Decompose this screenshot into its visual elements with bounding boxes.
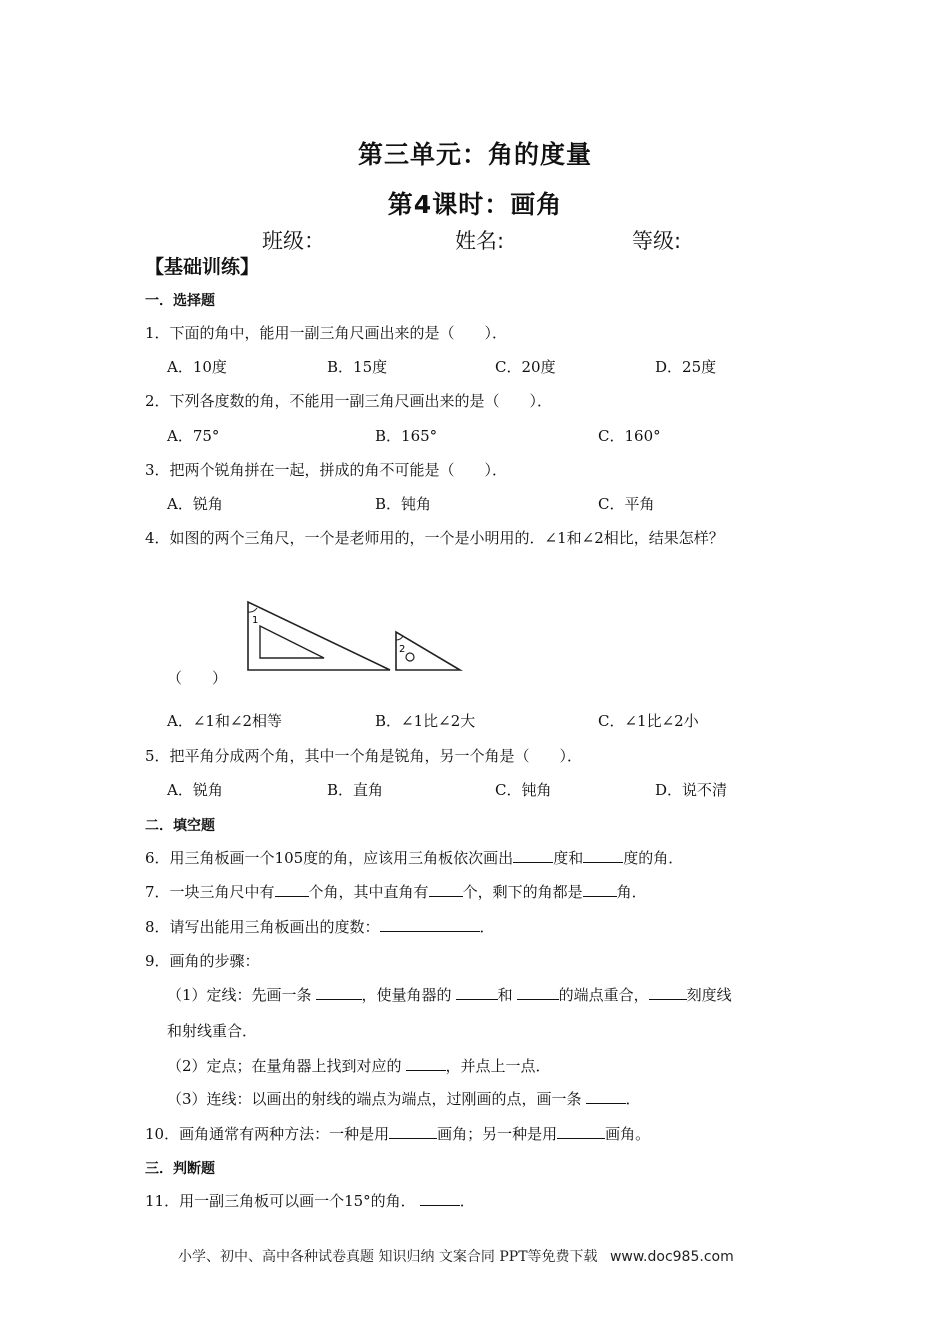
question-6: 6．用三角板画一个105度的角，应该用三角板依次画出 度和 度的角． — [145, 849, 684, 867]
q9-step-1: （1）定线：先画一条 ，使量角器的 和 的端点重合， 刻度线 — [167, 986, 732, 1004]
angle-1-label: 1 — [252, 615, 259, 626]
q9-step-3: （3）连线：以画出的射线的端点为端点，过刚画的点，画一条 ． — [167, 1090, 641, 1108]
angle-2-label: 2 — [399, 644, 406, 655]
section-true-false: 三．判断题 — [145, 1161, 215, 1177]
q5-option-d: D．说不清 — [655, 781, 728, 799]
answer-blank[interactable] — [517, 985, 559, 1000]
question-2: 2．下列各度数的角，不能用一副三角尺画出来的是（ ）． — [145, 392, 553, 410]
question-8: 8．请写出能用三角板画出的度数： ． — [145, 918, 495, 936]
section-basic-training: 【基础训练】 — [145, 256, 260, 278]
q3-option-a: A．锐角 — [167, 495, 223, 513]
student-triangle-ruler — [396, 632, 460, 670]
q1-option-c: C．20度 — [495, 358, 556, 376]
q3-option-b: B．钝角 — [375, 495, 432, 513]
answer-blank[interactable] — [649, 985, 687, 1000]
q5-option-b: B．直角 — [327, 781, 384, 799]
triangle-rulers-figure — [240, 598, 480, 678]
section-multiple-choice: 一．选择题 — [145, 293, 215, 309]
q1-option-d: D．25度 — [655, 358, 717, 376]
q9-step-2: （2）定点；在量角器上找到对应的 ，并点上一点． — [167, 1057, 551, 1075]
question-7: 7．一块三角尺中有 个角，其中直角有 个，剩下的角都是 角． — [145, 883, 647, 901]
q4-answer-paren: （ ） — [167, 669, 228, 687]
q4-option-c: C．∠1比∠2小 — [598, 712, 699, 730]
answer-blank[interactable] — [420, 1191, 460, 1206]
question-1: 1．下面的角中，能用一副三角尺画出来的是（ ）． — [145, 324, 508, 342]
question-9: 9．画角的步骤： — [145, 952, 260, 970]
answer-blank[interactable] — [583, 882, 617, 897]
teacher-triangle-ruler — [248, 602, 390, 670]
q4-option-b: B．∠1比∠2大 — [375, 712, 476, 730]
question-5: 5．把平角分成两个角，其中一个角是锐角，另一个角是（ ）． — [145, 747, 583, 765]
answer-blank[interactable] — [380, 917, 480, 932]
footer-url[interactable]: www.doc985.com — [609, 1249, 734, 1265]
question-3: 3．把两个锐角拼在一起，拼成的角不可能是（ ）． — [145, 461, 508, 479]
name-label: 姓名: — [455, 229, 505, 253]
question-10: 10．画角通常有两种方法：一种是用 画角；另一种是用 画角。 — [145, 1125, 651, 1143]
answer-blank[interactable] — [389, 1124, 437, 1139]
q3-option-c: C．平角 — [598, 495, 655, 513]
answer-blank[interactable] — [557, 1124, 605, 1139]
answer-blank[interactable] — [429, 882, 463, 897]
question-4: 4．如图的两个三角尺，一个是老师用的，一个是小明用的．∠1和∠2相比，结果怎样？ — [145, 529, 724, 547]
answer-blank[interactable] — [316, 985, 362, 1000]
page-title: 第三单元：角的度量 — [357, 140, 592, 169]
q5-option-a: A．锐角 — [167, 781, 223, 799]
footer-text: 小学、初中、高中各种试卷真题 知识归纳 文案合同 PPT等免费下载 www.doc985.com — [178, 1249, 734, 1265]
answer-blank[interactable] — [406, 1056, 446, 1071]
answer-blank[interactable] — [513, 848, 553, 863]
answer-blank[interactable] — [583, 848, 623, 863]
answer-blank[interactable] — [456, 985, 498, 1000]
q9-step-1-cont: 和射线重合． — [167, 1022, 258, 1040]
q2-option-c: C．160° — [598, 427, 661, 445]
q2-option-a: A．75° — [167, 427, 220, 445]
q2-option-b: B．165° — [375, 427, 438, 445]
q1-option-b: B．15度 — [327, 358, 388, 376]
answer-blank[interactable] — [586, 1089, 626, 1104]
q1-option-a: A．10度 — [167, 358, 227, 376]
grade-label: 等级: — [632, 229, 682, 253]
q5-option-c: C．钝角 — [495, 781, 552, 799]
q4-option-a: A．∠1和∠2相等 — [167, 712, 283, 730]
question-11: 11．用一副三角板可以画一个15°的角． ． — [145, 1192, 475, 1210]
class-label: 班级： — [262, 229, 325, 253]
lesson-subtitle: 第4课时：画角 — [387, 190, 563, 219]
answer-blank[interactable] — [275, 882, 309, 897]
section-fill-in: 二．填空题 — [145, 818, 215, 834]
